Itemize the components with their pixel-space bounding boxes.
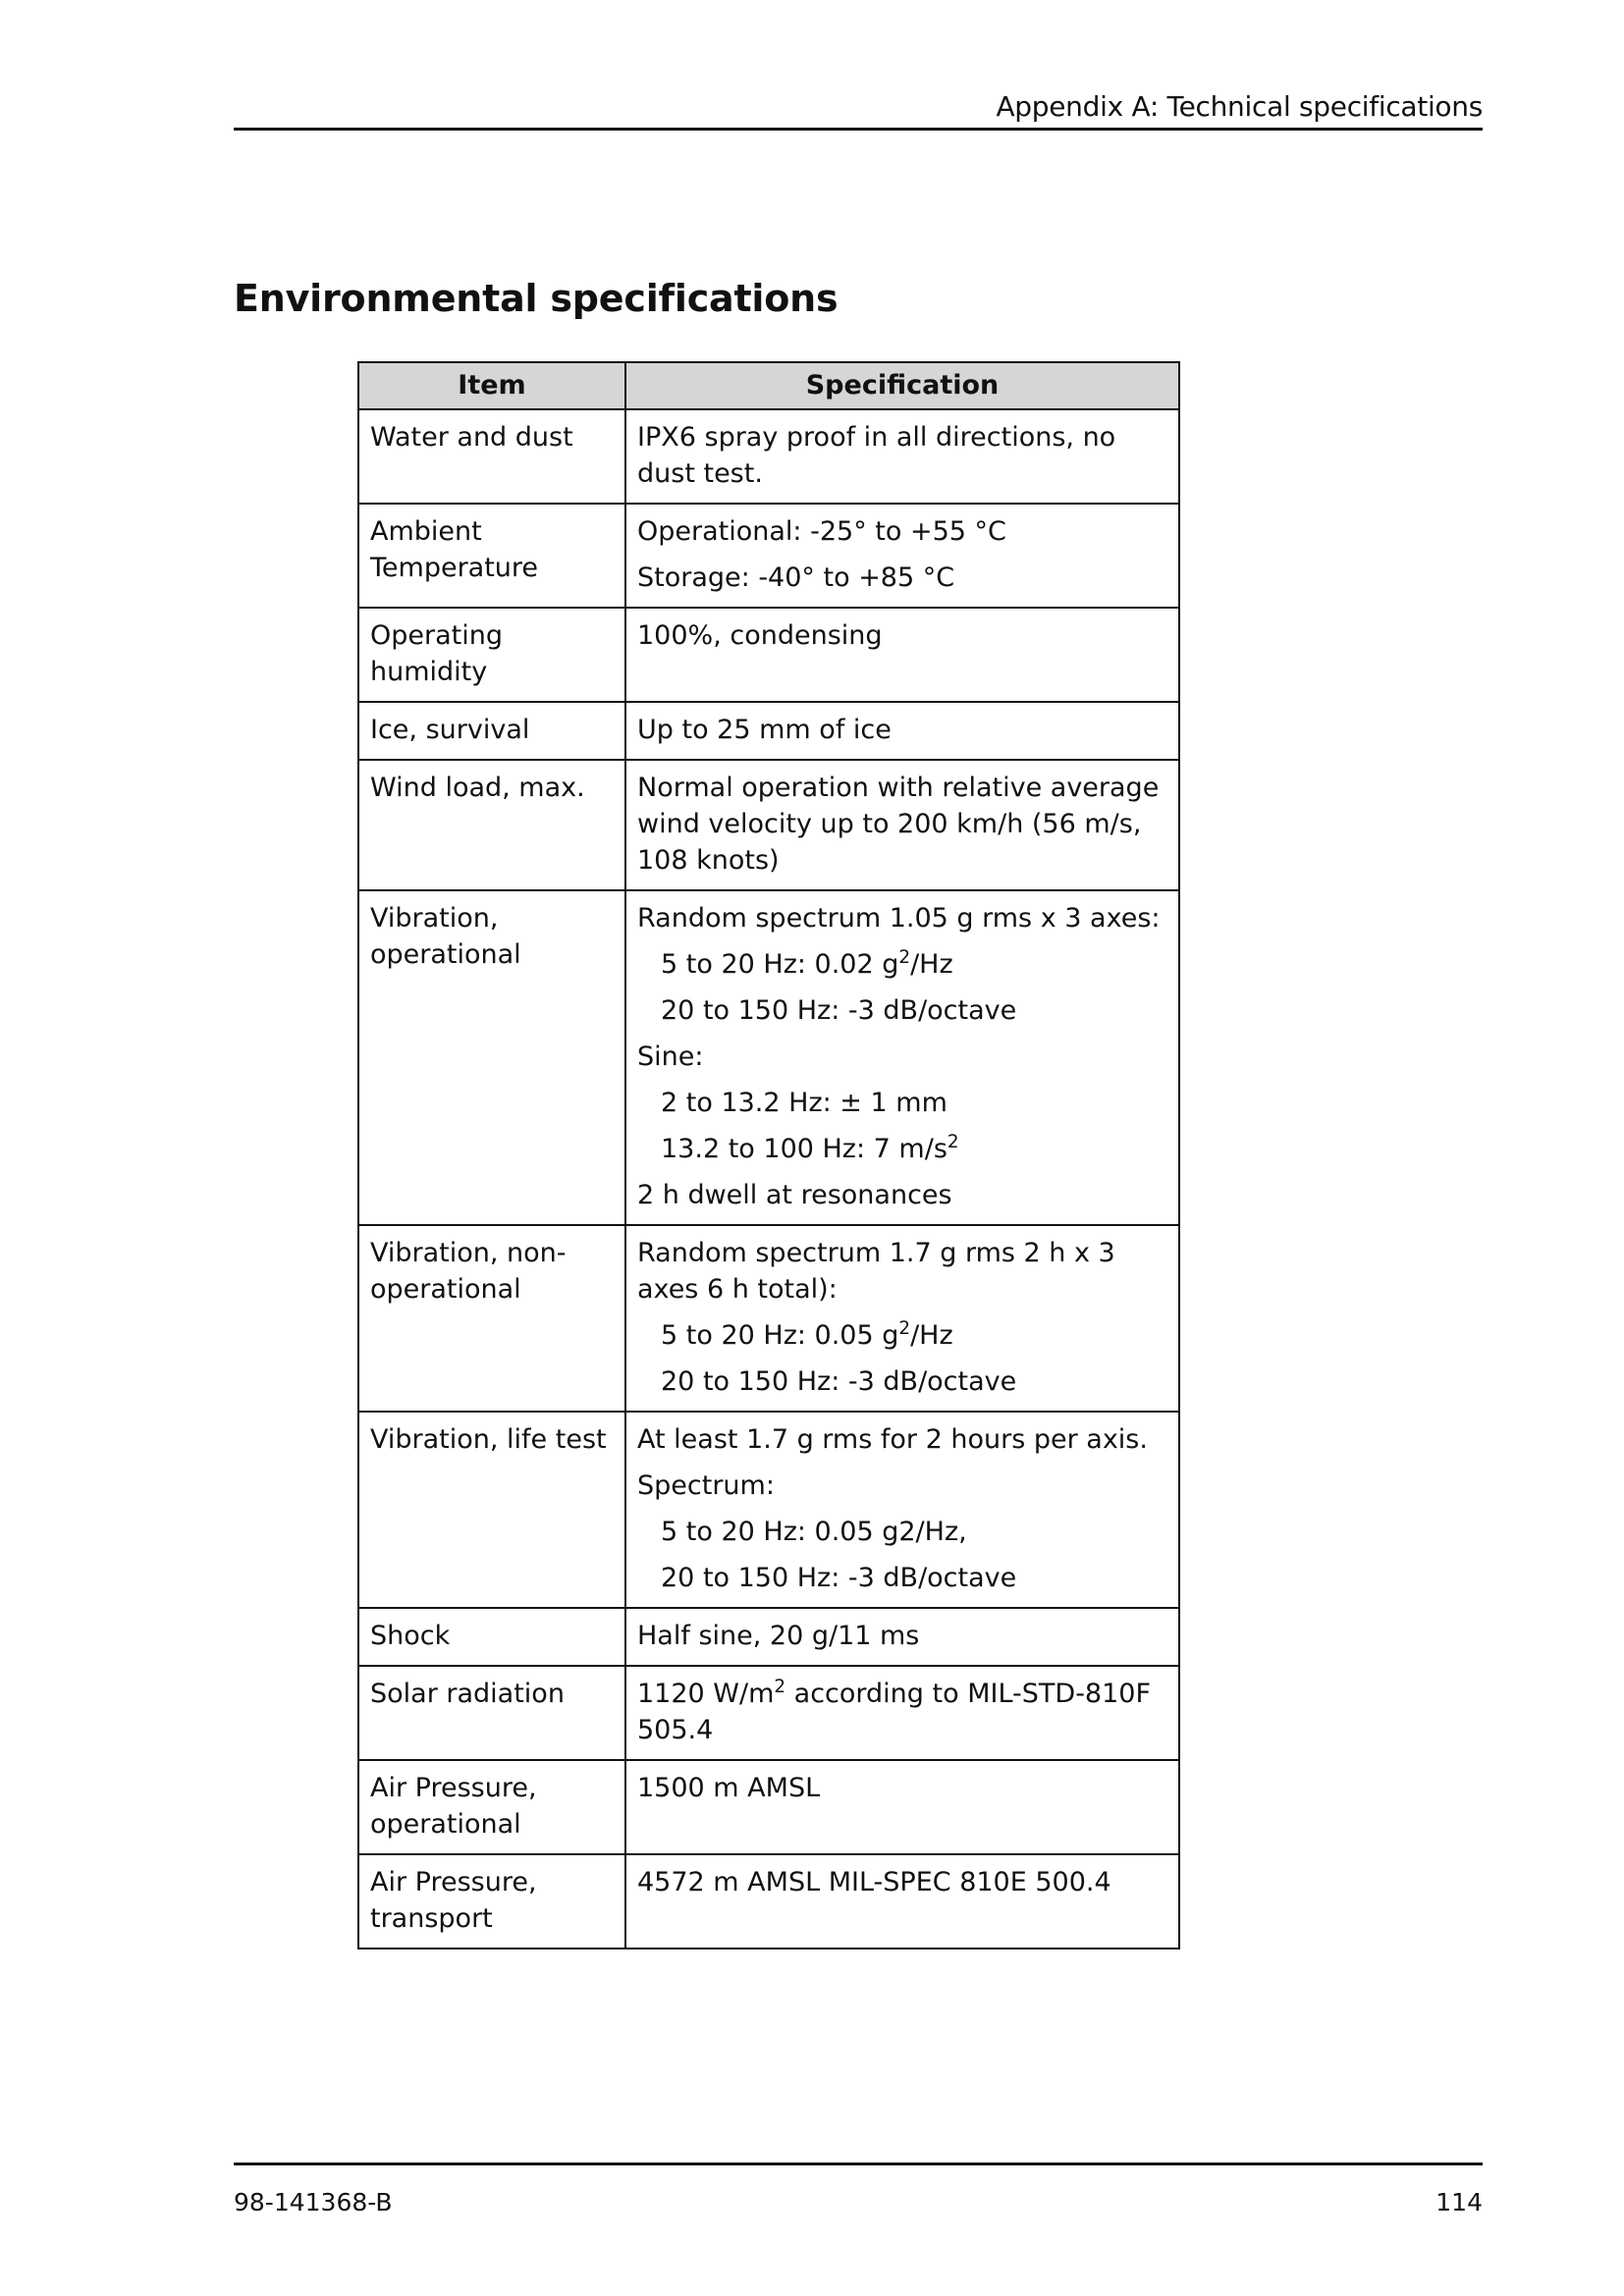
spec-line: 5 to 20 Hz: 0.05 g2/Hz, xyxy=(661,1517,967,1547)
item-cell: Ambient Temperature xyxy=(358,504,625,608)
column-header-item: Item xyxy=(358,362,625,409)
specification-cell xyxy=(625,504,1179,608)
table-row xyxy=(358,1760,1179,1854)
item-cell: Vibration, life test xyxy=(358,1412,625,1608)
specification-cell xyxy=(625,702,1179,760)
specification-cell xyxy=(625,409,1179,504)
document-number: 98-141368-B xyxy=(234,2188,393,2216)
spec-line: 1500 m AMSL xyxy=(637,1773,821,1803)
specification-cell xyxy=(625,760,1179,890)
spec-line: IPX6 spray proof in all directions, no dust test. xyxy=(637,422,1116,489)
spec-line: At least 1.7 g rms for 2 hours per axis. xyxy=(637,1424,1148,1455)
item-cell: Vibration, non-operational xyxy=(358,1225,625,1412)
spec-line: Operational: -25° to +55 °C xyxy=(637,516,1006,547)
superscript: 2 xyxy=(898,1318,911,1339)
specification-cell xyxy=(625,608,1179,702)
spec-line: 2 h dwell at resonances xyxy=(637,1180,952,1210)
spec-line: Sine: xyxy=(637,1041,704,1072)
spec-line: Normal operation with relative average wind velocity up to 200 km/h (56 m/s, 108 knots) xyxy=(637,773,1160,876)
spec-text: 5 to 20 Hz: 0.05 g xyxy=(661,1320,899,1351)
item-cell: Water and dust xyxy=(358,409,625,504)
item-cell: Air Pressure, transport xyxy=(358,1854,625,1949)
table-row xyxy=(358,1225,1179,1412)
spec-line: 20 to 150 Hz: -3 dB/octave xyxy=(661,1563,1017,1593)
item-cell: Air Pressure, operational xyxy=(358,1760,625,1854)
spec-text: 5 to 20 Hz: 0.02 g xyxy=(661,949,899,980)
spec-line: 2 to 13.2 Hz: ± 1 mm xyxy=(661,1088,947,1118)
spec-text-suffix: /Hz xyxy=(910,949,953,980)
spec-text-suffix: /Hz xyxy=(910,1320,953,1351)
table-row xyxy=(358,702,1179,760)
spec-line: 20 to 150 Hz: -3 dB/octave xyxy=(661,1366,1017,1397)
spec-text-suffix: according to MIL-STD-810F 505.4 xyxy=(637,1679,1152,1745)
section-title: Environmental specifications xyxy=(234,277,839,320)
specification-cell xyxy=(625,1608,1179,1666)
spec-line xyxy=(637,946,1168,983)
superscript: 2 xyxy=(898,947,911,968)
spec-line: Storage: -40° to +85 °C xyxy=(637,562,955,593)
item-cell: Solar radiation xyxy=(358,1666,625,1760)
item-cell: Vibration, operational xyxy=(358,890,625,1225)
environmental-spec-table xyxy=(357,361,1180,1949)
table-row xyxy=(358,608,1179,702)
item-cell: Shock xyxy=(358,1608,625,1666)
spec-text: 13.2 to 100 Hz: 7 m/s xyxy=(661,1134,947,1164)
spec-line: Random spectrum 1.7 g rms 2 h x 3 axes 6 h total): xyxy=(637,1238,1115,1305)
spec-line: 100%, condensing xyxy=(637,620,883,651)
spec-line: 4572 m AMSL MIL-SPEC 810E 500.4 xyxy=(637,1867,1111,1897)
specification-cell xyxy=(625,1760,1179,1854)
table-row xyxy=(358,1854,1179,1949)
superscript: 2 xyxy=(774,1677,786,1697)
spec-line xyxy=(637,1131,1168,1167)
spec-line: Half sine, 20 g/11 ms xyxy=(637,1621,920,1651)
running-header: Appendix A: Technical specifications xyxy=(996,90,1483,123)
table-row xyxy=(358,1412,1179,1608)
header-divider xyxy=(234,128,1483,131)
table-row xyxy=(358,1666,1179,1760)
specification-cell xyxy=(625,1225,1179,1412)
spec-line: Spectrum: xyxy=(637,1470,775,1501)
specification-cell xyxy=(625,1854,1179,1949)
spec-line: Up to 25 mm of ice xyxy=(637,715,892,745)
table-row xyxy=(358,409,1179,504)
spec-text: 1120 W/m xyxy=(637,1679,775,1709)
table-row xyxy=(358,760,1179,890)
spec-line: 20 to 150 Hz: -3 dB/octave xyxy=(661,995,1017,1026)
footer-divider xyxy=(234,2163,1483,2165)
spec-line xyxy=(637,1676,1168,1748)
specification-cell xyxy=(625,1666,1179,1760)
spec-line xyxy=(637,1317,1168,1354)
superscript: 2 xyxy=(947,1132,959,1152)
specification-cell xyxy=(625,1412,1179,1608)
item-cell: Ice, survival xyxy=(358,702,625,760)
page-number: 114 xyxy=(1435,2188,1483,2216)
item-cell: Wind load, max. xyxy=(358,760,625,890)
table-row xyxy=(358,890,1179,1225)
spec-line: Random spectrum 1.05 g rms x 3 axes: xyxy=(637,903,1161,934)
specification-cell xyxy=(625,890,1179,1225)
table-row xyxy=(358,504,1179,608)
column-header-specification: Specification xyxy=(625,362,1179,409)
table-row xyxy=(358,1608,1179,1666)
table-header-row xyxy=(358,362,1179,409)
item-cell: Operating humidity xyxy=(358,608,625,702)
